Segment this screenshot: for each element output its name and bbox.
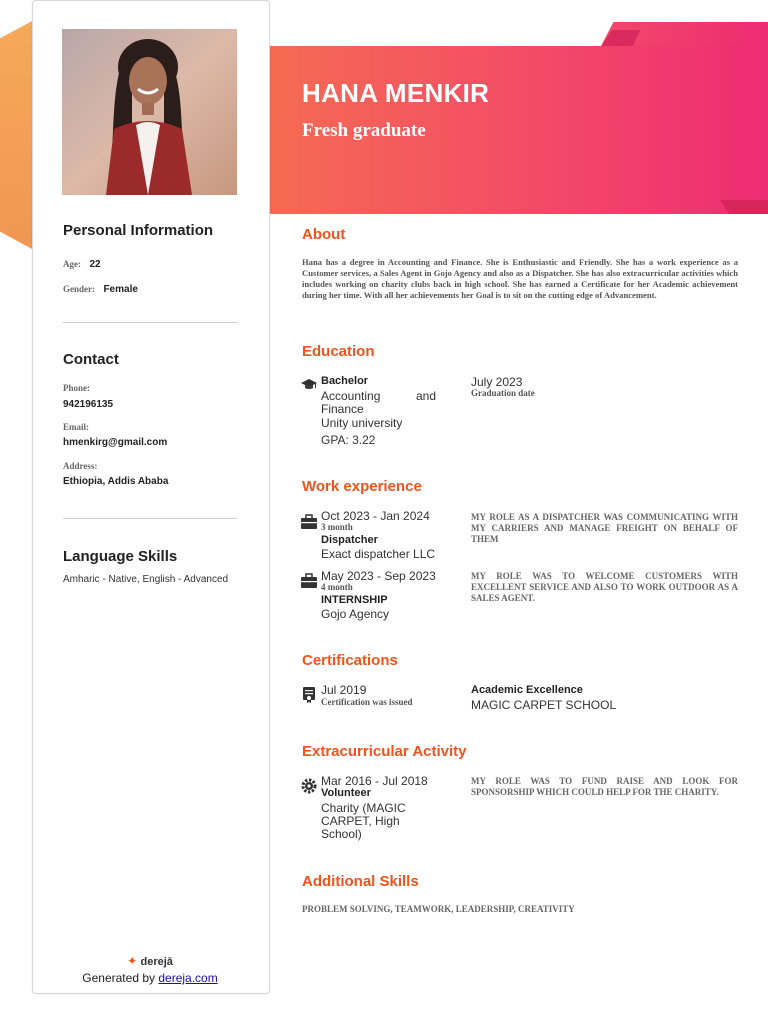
candidate-name: HANA MENKIR (302, 78, 490, 108)
education-degree: Bachelor (321, 375, 369, 387)
about-heading: About (302, 226, 346, 243)
extracurricular-dates: Mar 2016 - Jul 2018 (321, 774, 428, 788)
extracurricular-role: Volunteer (321, 787, 371, 799)
personal-info-heading: Personal Information (63, 222, 214, 239)
extracurricular-org-3: School) (321, 827, 362, 841)
education-field-2: and (416, 389, 437, 403)
education-heading: Education (302, 343, 375, 360)
sidebar-divider-1 (63, 322, 237, 323)
age-value: 22 (89, 259, 101, 270)
education-field-1: Accounting (321, 389, 381, 403)
email-value: hmenkirg@gmail.com (63, 437, 168, 448)
left-decor-tab (0, 20, 34, 250)
footer-generated (32, 971, 268, 985)
certificate-icon (303, 687, 319, 703)
certification-date: Jul 2019 (321, 683, 367, 697)
gender-label: Gender: (63, 284, 95, 294)
certification-issuer: MAGIC CARPET SCHOOL (471, 698, 617, 712)
extracurricular-description: MY ROLE WAS TO FUND RAISE AND LOOK FOR SPONSORSHIP WHICH COULD HELP FOR THE CHARITY. (471, 776, 738, 797)
education-field-3: Finance (321, 402, 364, 416)
candidate-title: Fresh graduate (302, 120, 426, 141)
contact-heading: Contact (63, 351, 119, 368)
education-school: Unity university (321, 416, 403, 430)
extracurricular-org-1: Charity (MAGIC (321, 801, 406, 815)
footer-generated-text: Generated by (82, 971, 155, 985)
profile-photo (62, 29, 237, 195)
address-value: Ethiopia, Addis Ababa (63, 476, 169, 487)
work-2-company: Gojo Agency (321, 607, 390, 621)
language-text: Amharic - Native, English - Advanced (63, 574, 229, 585)
certification-date-label: Certification was issued (321, 697, 413, 707)
phone-value: 942196135 (63, 399, 114, 410)
work-2-duration: 4 month (321, 582, 353, 592)
phone-label: Phone: (63, 383, 90, 393)
gender-row (63, 279, 138, 297)
work-1-description: MY ROLE AS A DISPATCHER WAS COMMUNICATING WITH MY CARRIERS AND MANAGE FREIGHT ON BEHALF OF THEM (471, 512, 738, 544)
certification-name: Academic Excellence (471, 684, 583, 696)
footer-logo-text: derejā (140, 956, 173, 968)
dereja-logo-icon: ✦ (127, 954, 138, 968)
work-1-duration: 3 month (321, 522, 353, 532)
gender-value: Female (103, 284, 138, 295)
language-heading: Language Skills (63, 548, 178, 565)
work-1-role: Dispatcher (321, 534, 378, 546)
briefcase-icon (301, 514, 317, 530)
extracurricular-org-2: CARPET, High (321, 814, 400, 828)
education-date-label: Graduation date (471, 388, 535, 398)
skills-heading: Additional Skills (302, 873, 419, 890)
work-2-dates: May 2023 - Sep 2023 (321, 569, 436, 583)
work-1-company: Exact dispatcher LLC (321, 547, 436, 561)
certifications-heading: Certifications (302, 652, 398, 669)
extracurricular-heading: Extracurricular Activity (302, 743, 467, 760)
address-label: Address: (63, 461, 98, 471)
dereja-link[interactable]: dereja.com (158, 971, 218, 985)
education-gpa: GPA: 3.22 (321, 433, 376, 447)
age-label: Age: (63, 259, 81, 269)
age-row (63, 254, 101, 272)
briefcase-icon (301, 573, 317, 589)
gear-icon (301, 778, 317, 794)
work-1-dates: Oct 2023 - Jan 2024 (321, 509, 430, 523)
email-label: Email: (63, 422, 89, 432)
skills-text: PROBLEM SOLVING, TEAMWORK, LEADERSHIP, CREATIVITY (302, 904, 575, 914)
footer-logo (32, 954, 268, 968)
work-2-role: INTERNSHIP (321, 594, 388, 606)
work-heading: Work experience (302, 478, 422, 495)
sidebar-divider-2 (63, 518, 237, 519)
work-2-description: MY ROLE WAS TO WELCOME CUSTOMERS WITH EXCELLENT SERVICE AND ALSO TO WORK OUTDOOR AS A SALES AGENT. (471, 571, 738, 603)
about-text: Hana has a degree in Accounting and Finance. She is Enthusiastic and Friendly. She has a work experience as a Customer services, a Sales Agent in Gojo Agency and also as a Dispatcher. She has also extracurricular activities which includes working on charity clubs back in high school. She has earned a Certificate for her Academic achievement during her time. With all her achievements her Goal is to sit on the cutting edge of Advancement. (302, 257, 738, 300)
education-date: July 2023 (471, 375, 523, 389)
graduation-cap-icon (301, 376, 317, 392)
